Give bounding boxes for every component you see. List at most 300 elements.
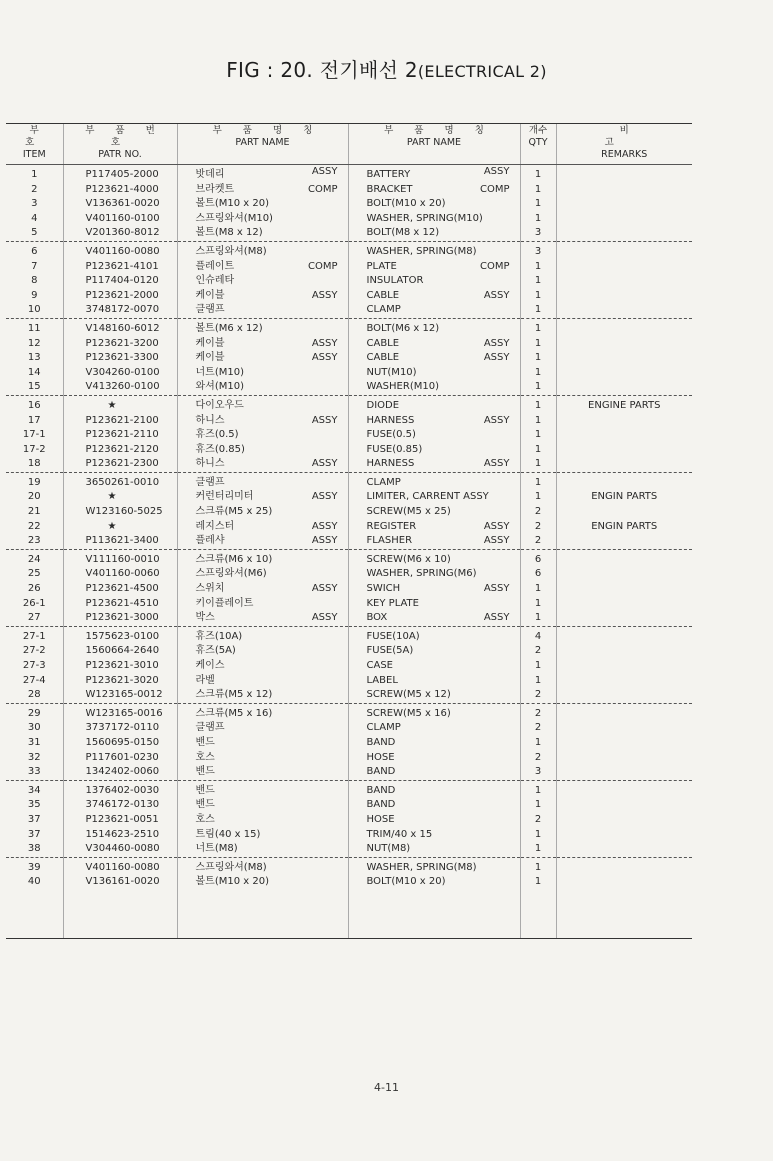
part-number: P117601-0230	[63, 751, 177, 766]
part-name-english	[348, 260, 520, 275]
part-name-korean	[177, 857, 348, 875]
quantity: 2	[520, 520, 556, 535]
part-name-english	[348, 549, 520, 567]
part-number: 1376402-0030	[63, 780, 177, 798]
part-name-korean	[177, 366, 348, 381]
part-number: P123621-3300	[63, 351, 177, 366]
table-row	[6, 443, 692, 458]
part-name-text: CLAMP	[366, 722, 401, 734]
part-name-korean	[177, 505, 348, 520]
part-number: P123621-4500	[63, 582, 177, 597]
quantity: 1	[520, 472, 556, 490]
part-name-text: 볼트(M10 x 20)	[195, 198, 269, 210]
part-name-korean	[177, 765, 348, 780]
remarks	[556, 549, 692, 567]
part-name-english	[348, 828, 520, 843]
part-number: P117404-0120	[63, 274, 177, 289]
table-row	[6, 798, 692, 813]
table-row	[6, 490, 692, 505]
part-name-english	[348, 674, 520, 689]
part-name-english	[348, 303, 520, 318]
part-name-text: 다이오우드	[195, 399, 244, 411]
quantity: 3	[520, 226, 556, 241]
table-row	[6, 721, 692, 736]
part-number: 3748172-0070	[63, 303, 177, 318]
part-type-tag: COMP	[479, 183, 510, 195]
part-name-text: BAND	[366, 784, 396, 796]
item-number: 17-1	[22, 429, 46, 441]
item-number: 27-4	[22, 674, 46, 686]
part-name-text: 밧데리	[195, 169, 225, 180]
part-name-english	[348, 380, 520, 395]
part-type-tag: COMP	[307, 183, 338, 195]
part-number: 3746172-0130	[63, 798, 177, 813]
part-name-korean	[177, 395, 348, 413]
part-name-text: NUT(M8)	[366, 843, 411, 855]
table-row	[6, 289, 692, 304]
part-number: P123621-2110	[63, 428, 177, 443]
part-name-text: HOSE	[366, 813, 395, 825]
remarks	[556, 380, 692, 395]
part-name-english	[348, 520, 520, 535]
quantity: 2	[520, 721, 556, 736]
part-name-text: FUSE(0.85)	[366, 443, 423, 455]
item-number: 20	[27, 491, 41, 503]
remarks	[556, 443, 692, 458]
item-number: 7	[31, 260, 38, 272]
part-name-text: BOLT(M6 x 12)	[366, 322, 440, 334]
part-name-text: NUT(M10)	[366, 366, 417, 378]
part-type-tag: ASSY	[483, 166, 510, 177]
remarks	[556, 567, 692, 582]
table-row	[6, 241, 692, 259]
remarks	[556, 644, 692, 659]
part-name-korean	[177, 813, 348, 828]
table-row	[6, 337, 692, 352]
remarks	[556, 828, 692, 843]
part-name-text: 브라켓트	[195, 183, 235, 195]
table-row	[6, 414, 692, 429]
blank-cell	[63, 890, 177, 939]
part-name-korean	[177, 842, 348, 857]
blank-cell	[520, 890, 556, 939]
part-name-korean	[177, 798, 348, 813]
part-name-korean	[177, 428, 348, 443]
remarks	[556, 472, 692, 490]
table-blank-row	[6, 890, 692, 939]
part-name-text: INSULATOR	[366, 275, 424, 287]
part-name-text: 휴즈(0.5)	[195, 429, 239, 441]
remarks	[556, 582, 692, 597]
table-row	[6, 751, 692, 766]
quantity: 1	[520, 337, 556, 352]
quantity: 1	[520, 611, 556, 626]
part-name-english	[348, 751, 520, 766]
blank-cell	[348, 890, 520, 939]
table-row	[6, 611, 692, 626]
part-name-text: 스프링와셔(M10)	[195, 212, 273, 224]
part-number: P123621-4000	[63, 183, 177, 198]
item-number: 19	[27, 476, 41, 488]
header-part-name-korean: 부 품 명 칭 PART NAME	[177, 124, 348, 165]
part-name-text: 스프링와셔(M6)	[195, 568, 267, 580]
item-number: 17-2	[22, 443, 46, 455]
table-row	[6, 549, 692, 567]
quantity: 1	[520, 780, 556, 798]
part-type-tag: ASSY	[483, 337, 510, 349]
item-number: 10	[6, 303, 63, 318]
part-name-korean	[177, 534, 348, 549]
part-name-text: PLATE	[366, 260, 397, 272]
part-name-korean	[177, 260, 348, 275]
part-number: P123621-3020	[63, 674, 177, 689]
remarks	[556, 337, 692, 352]
table-row	[6, 688, 692, 703]
quantity: 1	[520, 842, 556, 857]
quantity: 1	[520, 428, 556, 443]
table-row	[6, 274, 692, 289]
part-name-text: 하니스	[195, 458, 225, 470]
part-name-korean	[177, 597, 348, 612]
table-row	[6, 842, 692, 857]
remarks	[556, 505, 692, 520]
table-row	[6, 260, 692, 275]
remarks	[556, 736, 692, 751]
part-number: V136361-0020	[63, 197, 177, 212]
part-name-english	[348, 351, 520, 366]
item-number: 24	[27, 553, 41, 565]
item-number: 14	[27, 366, 41, 378]
part-name-english	[348, 183, 520, 198]
part-name-english	[348, 688, 520, 703]
quantity: 1	[520, 582, 556, 597]
part-type-tag: COMP	[307, 260, 338, 272]
part-name-korean	[177, 183, 348, 198]
part-number: V401160-0060	[63, 567, 177, 582]
part-name-text: 케이블	[195, 352, 225, 364]
quantity: 1	[520, 828, 556, 843]
part-name-text: BATTERY	[366, 169, 411, 180]
quantity: 1	[520, 659, 556, 674]
quantity: 1	[520, 183, 556, 198]
part-type-tag: ASSY	[483, 458, 510, 470]
part-name-text: WASHER, SPRING(M8)	[366, 861, 477, 873]
part-name-text: 스프링와셔(M8)	[195, 861, 267, 873]
item-number: 27-3	[22, 660, 46, 671]
table-row	[6, 428, 692, 443]
part-name-text: BOLT(M10 x 20)	[366, 198, 446, 210]
quantity: 1	[520, 165, 556, 183]
part-number: 3650261-0010	[63, 472, 177, 490]
item-number: 26-1	[22, 597, 46, 609]
part-number: V201360-8012	[63, 226, 177, 241]
part-number: 1514623-2510	[63, 828, 177, 843]
part-number: W123160-5025	[63, 505, 177, 520]
table-row	[6, 780, 692, 798]
part-name-text: 휴즈(10A)	[195, 630, 243, 642]
item-number: 27-1	[22, 630, 46, 642]
part-name-text: 인슈레타	[195, 275, 235, 287]
table-row	[6, 380, 692, 395]
part-name-english	[348, 366, 520, 381]
part-name-text: HOSE	[366, 751, 395, 763]
part-number: V401160-0080	[63, 241, 177, 259]
quantity: 1	[520, 490, 556, 505]
part-name-korean	[177, 197, 348, 212]
part-name-english	[348, 337, 520, 352]
part-number: 1575623-0100	[63, 626, 177, 644]
title-main: FIG : 20. 전기배선 2	[226, 58, 418, 82]
part-name-text: 키이플레이트	[195, 597, 254, 609]
table-row	[6, 505, 692, 520]
part-name-text: 볼트(M10 x 20)	[195, 876, 269, 888]
part-name-text: 클램프	[195, 476, 225, 488]
remarks	[556, 751, 692, 766]
part-name-korean	[177, 241, 348, 259]
part-name-text: WASHER, SPRING(M8)	[366, 245, 477, 257]
part-name-text: REGISTER	[366, 520, 417, 532]
part-name-text: 휴즈(5A)	[195, 645, 236, 657]
remarks	[556, 703, 692, 721]
remarks: ENGINE PARTS	[556, 395, 692, 413]
item-number: 23	[6, 534, 63, 549]
part-name-text: BOX	[366, 612, 388, 624]
part-name-text: 플레이트	[195, 260, 235, 272]
table-row	[6, 366, 692, 381]
item-number: 11	[27, 322, 41, 334]
page-title	[0, 54, 773, 83]
quantity: 1	[520, 366, 556, 381]
header-part-no: 부 품 번 호 PATR NO.	[63, 124, 177, 165]
part-name-korean	[177, 688, 348, 703]
item-number: 27-2	[22, 645, 46, 657]
part-name-text: 레지스터	[195, 520, 235, 532]
part-name-korean	[177, 165, 348, 183]
table-row	[6, 520, 692, 535]
part-name-korean	[177, 226, 348, 241]
part-name-text: 스위치	[195, 583, 225, 595]
part-type-tag: ASSY	[483, 612, 510, 624]
remarks	[556, 351, 692, 366]
part-type-tag: ASSY	[483, 289, 510, 301]
quantity: 1	[520, 351, 556, 366]
part-name-text: 라벨	[195, 674, 215, 686]
quantity: 1	[520, 274, 556, 289]
part-name-text: 호스	[195, 813, 215, 825]
part-name-english	[348, 165, 520, 183]
part-type-tag: ASSY	[311, 612, 338, 624]
header-qty: 개수 QTY	[520, 124, 556, 165]
part-type-tag: ASSY	[311, 414, 338, 426]
part-name-korean	[177, 828, 348, 843]
part-name-text: CABLE	[366, 352, 400, 364]
part-type-tag: ASSY	[311, 289, 338, 301]
quantity: 4	[520, 626, 556, 644]
item-number: 37	[27, 813, 41, 825]
remarks	[556, 688, 692, 703]
part-number: ★	[63, 395, 177, 413]
item-number: 6	[31, 245, 38, 257]
remarks	[556, 765, 692, 780]
table-row	[6, 165, 692, 183]
remarks	[556, 780, 692, 798]
part-name-english	[348, 736, 520, 751]
part-type-tag: ASSY	[311, 337, 338, 349]
quantity: 2	[520, 703, 556, 721]
part-number: V401160-0080	[63, 857, 177, 875]
part-number: W123165-0012	[63, 688, 177, 703]
table-row	[6, 226, 692, 241]
remarks	[556, 674, 692, 689]
item-number: 34	[27, 784, 41, 796]
remarks	[556, 798, 692, 813]
part-name-english	[348, 798, 520, 813]
remarks	[556, 303, 692, 318]
part-name-english	[348, 813, 520, 828]
part-name-english	[348, 226, 520, 241]
remarks	[556, 659, 692, 674]
item-number: 15	[6, 380, 63, 395]
part-type-tag: ASSY	[311, 458, 338, 470]
part-name-korean	[177, 337, 348, 352]
quantity: 1	[520, 212, 556, 227]
part-name-text: WASHER, SPRING(M6)	[366, 568, 477, 580]
part-number: P123621-2000	[63, 289, 177, 304]
part-name-text: FUSE(10A)	[366, 630, 420, 642]
part-name-english	[348, 842, 520, 857]
table-row	[6, 582, 692, 597]
table-row	[6, 674, 692, 689]
blank-cell	[556, 890, 692, 939]
part-name-text: FUSE(0.5)	[366, 429, 416, 441]
part-number: V304460-0080	[63, 842, 177, 857]
item-number: 5	[6, 226, 63, 241]
part-name-korean	[177, 457, 348, 472]
part-name-text: 스크류(M6 x 10)	[195, 553, 273, 565]
quantity: 2	[520, 688, 556, 703]
part-name-korean	[177, 644, 348, 659]
part-name-english	[348, 875, 520, 890]
quantity: 1	[520, 857, 556, 875]
part-name-text: KEY PLATE	[366, 597, 419, 609]
quantity: 2	[520, 813, 556, 828]
item-number: 21	[27, 506, 41, 518]
part-name-text: 케이블	[195, 337, 225, 349]
item-number: 33	[6, 765, 63, 780]
remarks: ENGIN PARTS	[556, 520, 692, 535]
part-number: P117405-2000	[63, 165, 177, 183]
part-name-text: CABLE	[366, 289, 400, 301]
part-number: P123621-4510	[63, 597, 177, 612]
part-name-text: SCREW(M5 x 16)	[366, 707, 451, 719]
remarks	[556, 318, 692, 336]
part-name-english	[348, 780, 520, 798]
remarks	[556, 597, 692, 612]
part-type-tag: ASSY	[483, 414, 510, 426]
item-number: 4	[31, 212, 38, 224]
part-name-korean	[177, 674, 348, 689]
part-name-text: SCREW(M6 x 10)	[366, 553, 451, 565]
part-name-text: 밴드	[195, 799, 215, 811]
part-name-text: 박스	[195, 612, 215, 624]
part-name-english	[348, 241, 520, 259]
part-name-text: 클램프	[195, 722, 225, 734]
part-name-korean	[177, 414, 348, 429]
part-name-text: 스프링와셔(M8)	[195, 245, 267, 257]
part-name-korean	[177, 736, 348, 751]
item-number: 26	[27, 583, 41, 595]
part-number: 1560695-0150	[63, 736, 177, 751]
remarks	[556, 260, 692, 275]
remarks	[556, 165, 692, 183]
table-row	[6, 644, 692, 659]
part-number: P123621-3200	[63, 337, 177, 352]
part-name-korean	[177, 443, 348, 458]
part-name-text: BAND	[366, 736, 396, 748]
remarks	[556, 721, 692, 736]
part-type-tag: ASSY	[311, 491, 338, 503]
quantity: 2	[520, 644, 556, 659]
part-name-english	[348, 611, 520, 626]
part-number: P123621-2120	[63, 443, 177, 458]
quantity: 1	[520, 303, 556, 318]
quantity: 1	[520, 443, 556, 458]
part-name-english	[348, 457, 520, 472]
title-sub: (ELECTRICAL 2)	[417, 62, 547, 81]
part-name-text: WASHER(M10)	[366, 381, 439, 393]
part-number: W123165-0016	[63, 703, 177, 721]
item-number: 1	[31, 169, 38, 180]
part-type-tag: ASSY	[483, 535, 510, 547]
page-number: 4-11	[374, 1081, 399, 1094]
table-row	[6, 395, 692, 413]
part-name-korean	[177, 780, 348, 798]
part-name-text: FLASHER	[366, 535, 413, 547]
part-number: P123621-3010	[63, 659, 177, 674]
part-number: 1342402-0060	[63, 765, 177, 780]
part-name-english	[348, 428, 520, 443]
item-number: 12	[27, 337, 41, 349]
table-row	[6, 828, 692, 843]
remarks	[556, 534, 692, 549]
part-name-text: 밴드	[195, 784, 215, 796]
part-type-tag: ASSY	[311, 520, 338, 532]
part-name-korean	[177, 472, 348, 490]
parts-table	[6, 123, 692, 939]
remarks: ENGIN PARTS	[556, 490, 692, 505]
item-number: 32	[27, 751, 41, 763]
item-number: 38	[6, 842, 63, 857]
quantity: 1	[520, 197, 556, 212]
part-name-text: 스크류(M5 x 16)	[195, 707, 273, 719]
remarks	[556, 842, 692, 857]
part-name-text: BOLT(M10 x 20)	[366, 876, 446, 888]
part-name-korean	[177, 721, 348, 736]
part-name-korean	[177, 567, 348, 582]
item-number: 40	[27, 876, 41, 888]
part-name-text: BOLT(M8 x 12)	[366, 227, 440, 239]
item-number: 29	[27, 707, 41, 719]
part-type-tag: ASSY	[311, 166, 338, 177]
remarks	[556, 197, 692, 212]
item-number: 39	[27, 861, 41, 873]
remarks	[556, 183, 692, 198]
remarks	[556, 274, 692, 289]
part-name-korean	[177, 289, 348, 304]
part-name-text: SCREW(M5 x 12)	[366, 689, 451, 701]
quantity: 1	[520, 260, 556, 275]
part-name-text: BAND	[366, 766, 396, 778]
